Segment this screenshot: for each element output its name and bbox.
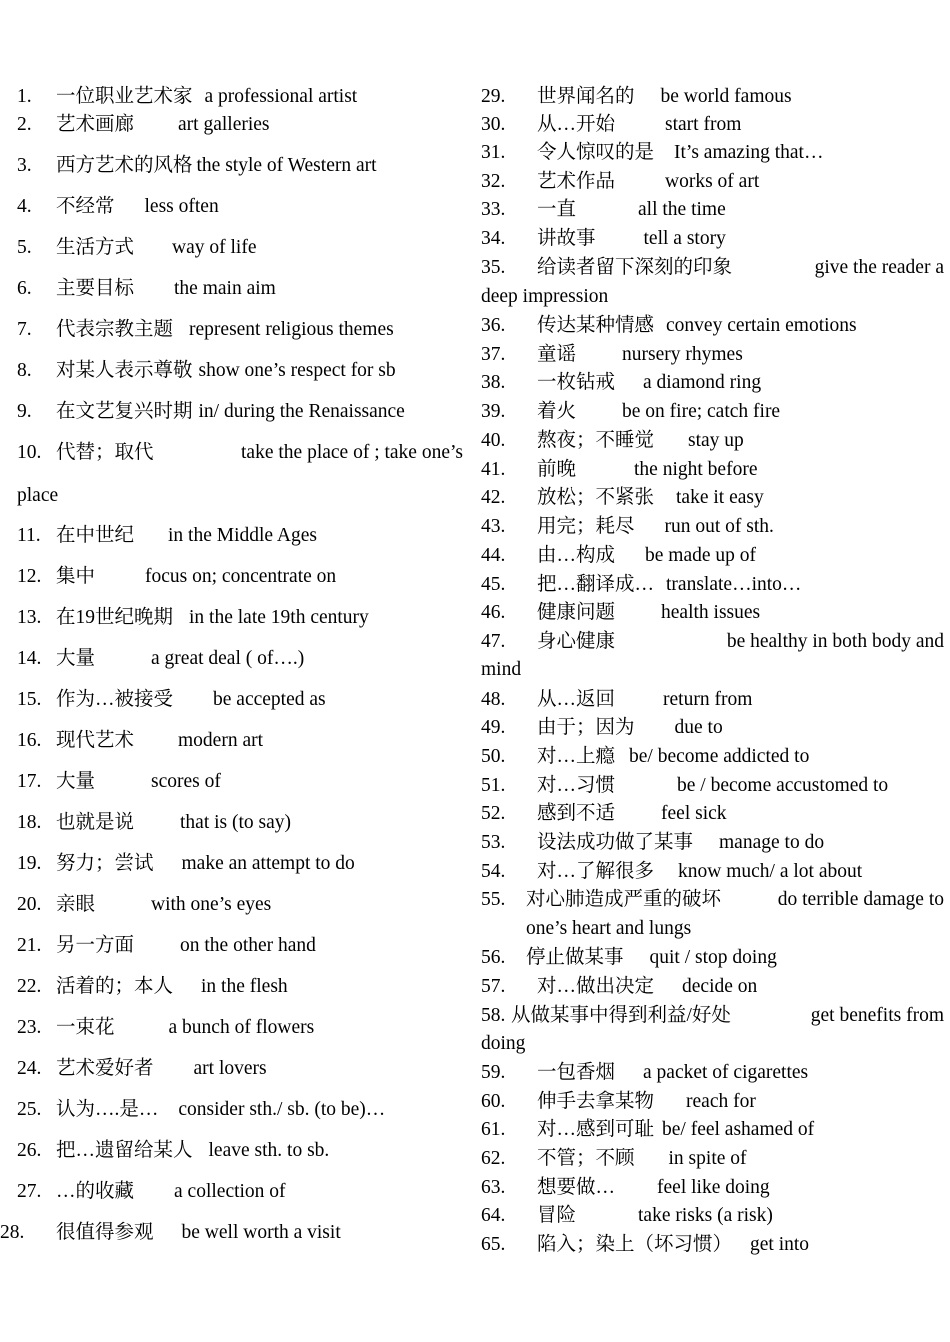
chinese-term: 集中 bbox=[56, 566, 96, 587]
english-phrase: with one’s eyes bbox=[151, 894, 272, 915]
chinese-term: 对…了解很多 bbox=[537, 861, 655, 882]
english-phrase: quit / stop doing bbox=[649, 947, 777, 968]
item-text bbox=[56, 850, 355, 878]
item-number: 15. bbox=[17, 689, 42, 710]
chinese-term: 对…上瘾 bbox=[537, 746, 616, 767]
item-text bbox=[537, 571, 801, 599]
english-phrase: make an attempt to do bbox=[181, 853, 355, 874]
chinese-term: 生活方式 bbox=[56, 237, 135, 258]
item-text bbox=[56, 83, 357, 111]
english-phrase: be healthy in both body and bbox=[726, 631, 944, 652]
item-text bbox=[56, 809, 291, 837]
chinese-term: 冒险 bbox=[537, 1205, 577, 1226]
item-number: 33. bbox=[481, 199, 506, 220]
english-phrase: feel like doing bbox=[657, 1177, 770, 1198]
item-number: 50. bbox=[481, 746, 506, 767]
chinese-term: …的收藏 bbox=[56, 1181, 135, 1202]
item-number: 27. bbox=[17, 1181, 42, 1202]
chinese-term: 从…开始 bbox=[537, 114, 616, 135]
chinese-term: 传达某种情感 bbox=[537, 315, 655, 336]
chinese-term: 从…返回 bbox=[537, 689, 616, 710]
english-phrase: a diamond ring bbox=[643, 372, 762, 393]
item-text bbox=[56, 932, 316, 960]
item-text bbox=[56, 111, 270, 139]
chinese-term: 一包香烟 bbox=[537, 1062, 616, 1083]
chinese-term: 用完；耗尽 bbox=[537, 516, 635, 537]
item-text bbox=[56, 1219, 341, 1247]
list-item-continuation bbox=[17, 482, 58, 510]
chinese-term: 熬夜；不睡觉 bbox=[537, 430, 655, 451]
item-number: 39. bbox=[481, 401, 506, 422]
english-phrase: get benefits from bbox=[810, 1005, 944, 1026]
item-number: 29. bbox=[481, 86, 506, 107]
item-number: 21. bbox=[17, 935, 42, 956]
english-phrase: give the reader a bbox=[814, 257, 944, 278]
item-text bbox=[537, 772, 888, 800]
item-number: 37. bbox=[481, 344, 506, 365]
item-number: 53. bbox=[481, 832, 506, 853]
item-text bbox=[537, 83, 792, 111]
english-phrase: the night before bbox=[634, 459, 758, 480]
english-phrase: take it easy bbox=[676, 487, 764, 508]
item-number: 47. bbox=[481, 631, 506, 652]
english-phrase: take the place of ; take one’s bbox=[241, 442, 463, 463]
english-phrase: a collection of bbox=[174, 1181, 286, 1202]
item-number: 55. bbox=[481, 889, 506, 910]
item-text bbox=[56, 645, 304, 673]
item-number: 26. bbox=[17, 1140, 42, 1161]
english-phrase: that is (to say) bbox=[180, 812, 292, 833]
item-text bbox=[537, 714, 723, 742]
english-phrase: take risks (a risk) bbox=[638, 1205, 773, 1226]
english-phrase: a great deal ( of….) bbox=[151, 648, 305, 669]
item-number: 3. bbox=[17, 155, 32, 176]
chinese-term: 伸手去拿某物 bbox=[537, 1091, 655, 1112]
item-text bbox=[537, 254, 944, 282]
item-number: 10. bbox=[17, 442, 42, 463]
english-phrase: the style of Western art bbox=[196, 155, 377, 176]
item-number: 34. bbox=[481, 228, 506, 249]
chinese-term: 大量 bbox=[56, 648, 96, 669]
chinese-term: 很值得参观 bbox=[56, 1222, 154, 1243]
item-text bbox=[537, 858, 862, 886]
item-number: 64. bbox=[481, 1205, 506, 1226]
item-text bbox=[537, 628, 944, 656]
item-number: 58. bbox=[481, 1005, 506, 1026]
english-phrase: a packet of cigarettes bbox=[643, 1062, 809, 1083]
item-number: 62. bbox=[481, 1148, 506, 1169]
item-number: 4. bbox=[17, 196, 32, 217]
english-phrase: be well worth a visit bbox=[181, 1222, 341, 1243]
english-phrase: in the Middle Ages bbox=[168, 525, 317, 546]
chinese-term: 由…构成 bbox=[537, 545, 616, 566]
item-number: 57. bbox=[481, 976, 506, 997]
english-phrase-continued: place bbox=[17, 485, 59, 506]
chinese-term: 想要做… bbox=[537, 1177, 616, 1198]
chinese-term: 另一方面 bbox=[56, 935, 135, 956]
item-text bbox=[537, 800, 727, 828]
item-number: 18. bbox=[17, 812, 42, 833]
item-text bbox=[56, 193, 219, 221]
chinese-term: 设法成功做了某事 bbox=[537, 832, 694, 853]
chinese-term: 活着的；本人 bbox=[56, 976, 174, 997]
chinese-term: 对某人表示尊敬 bbox=[56, 360, 193, 381]
item-text bbox=[56, 234, 256, 262]
item-number: 42. bbox=[481, 487, 506, 508]
item-text bbox=[56, 727, 263, 755]
item-number: 8. bbox=[17, 360, 32, 381]
chinese-term: 一枚钻戒 bbox=[537, 372, 616, 393]
item-number: 63. bbox=[481, 1177, 506, 1198]
english-phrase: nursery rhymes bbox=[622, 344, 743, 365]
item-text bbox=[537, 1088, 756, 1116]
item-text bbox=[537, 168, 759, 196]
item-text bbox=[56, 891, 271, 919]
list-item-continuation bbox=[481, 1030, 525, 1058]
item-text bbox=[537, 225, 726, 253]
english-phrase: in the flesh bbox=[201, 976, 288, 997]
english-phrase-continued: one’s heart and lungs bbox=[526, 918, 692, 939]
item-number: 19. bbox=[17, 853, 42, 874]
chinese-term: 大量 bbox=[56, 771, 96, 792]
english-phrase: stay up bbox=[688, 430, 744, 451]
item-number: 16. bbox=[17, 730, 42, 751]
english-phrase: represent religious themes bbox=[189, 319, 394, 340]
item-number: 61. bbox=[481, 1119, 506, 1140]
english-phrase: run out of sth. bbox=[664, 516, 774, 537]
item-text bbox=[537, 973, 757, 1001]
chinese-term: 陷入；染上（坏习惯） bbox=[537, 1234, 733, 1255]
chinese-term: 着火 bbox=[537, 401, 577, 422]
english-phrase: start from bbox=[665, 114, 742, 135]
item-text bbox=[56, 522, 317, 550]
chinese-term: 一直 bbox=[537, 199, 577, 220]
item-text bbox=[56, 1178, 286, 1206]
chinese-term: 艺术爱好者 bbox=[56, 1058, 154, 1079]
english-phrase: less often bbox=[144, 196, 219, 217]
item-number: 51. bbox=[481, 775, 506, 796]
chinese-term: 不经常 bbox=[56, 196, 115, 217]
item-number: 13. bbox=[17, 607, 42, 628]
item-number: 24. bbox=[17, 1058, 42, 1079]
english-phrase: way of life bbox=[172, 237, 257, 258]
item-number: 59. bbox=[481, 1062, 506, 1083]
chinese-term: 艺术作品 bbox=[537, 171, 616, 192]
item-number: 12. bbox=[17, 566, 42, 587]
chinese-term: 主要目标 bbox=[56, 278, 135, 299]
item-text bbox=[537, 427, 744, 455]
item-text bbox=[537, 139, 823, 167]
chinese-term: 把…翻译成… bbox=[537, 574, 655, 595]
item-text bbox=[537, 111, 741, 139]
item-text bbox=[56, 1055, 267, 1083]
item-number: 36. bbox=[481, 315, 506, 336]
item-number: 1. bbox=[17, 86, 32, 107]
item-text bbox=[537, 599, 760, 627]
item-text bbox=[56, 973, 288, 1001]
chinese-term: 对…感到可耻 bbox=[537, 1119, 655, 1140]
item-number: 11. bbox=[17, 525, 41, 546]
chinese-term: 不管；不顾 bbox=[537, 1148, 635, 1169]
english-phrase: a professional artist bbox=[204, 86, 358, 107]
item-number: 9. bbox=[17, 401, 32, 422]
chinese-term: 在文艺复兴时期 bbox=[56, 401, 193, 422]
chinese-term: 在中世纪 bbox=[56, 525, 135, 546]
english-phrase: It’s amazing that… bbox=[674, 142, 824, 163]
english-phrase: show one’s respect for sb bbox=[198, 360, 396, 381]
english-phrase: translate…into… bbox=[666, 574, 802, 595]
item-number: 38. bbox=[481, 372, 506, 393]
item-number: 35. bbox=[481, 257, 506, 278]
english-phrase: works of art bbox=[665, 171, 760, 192]
item-number: 41. bbox=[481, 459, 506, 480]
chinese-term: 对心肺造成严重的破坏 bbox=[526, 889, 722, 910]
item-number: 46. bbox=[481, 602, 506, 623]
item-text bbox=[537, 196, 726, 224]
item-text bbox=[537, 743, 809, 771]
item-text bbox=[537, 1231, 809, 1259]
item-text bbox=[537, 1202, 773, 1230]
chinese-term: 对…做出决定 bbox=[537, 976, 655, 997]
item-number: 25. bbox=[17, 1099, 42, 1120]
item-text bbox=[56, 357, 396, 385]
chinese-term: 也就是说 bbox=[56, 812, 135, 833]
english-phrase: be accepted as bbox=[213, 689, 326, 710]
item-number: 31. bbox=[481, 142, 506, 163]
chinese-term: 停止做某事 bbox=[526, 947, 624, 968]
item-text bbox=[537, 513, 774, 541]
chinese-term: 代替；取代 bbox=[56, 442, 154, 463]
english-phrase: in/ during the Renaissance bbox=[198, 401, 405, 422]
english-phrase: do terrible damage to bbox=[777, 889, 944, 910]
english-phrase: tell a story bbox=[643, 228, 726, 249]
item-text bbox=[56, 768, 221, 796]
english-phrase: feel sick bbox=[661, 803, 727, 824]
english-phrase: in spite of bbox=[668, 1148, 747, 1169]
item-text bbox=[56, 152, 377, 180]
english-phrase: know much/ a lot about bbox=[678, 861, 863, 882]
item-text bbox=[56, 275, 276, 303]
item-text bbox=[537, 542, 756, 570]
item-number: 54. bbox=[481, 861, 506, 882]
item-number: 14. bbox=[17, 648, 42, 669]
chinese-term: 对…习惯 bbox=[537, 775, 616, 796]
item-text bbox=[56, 563, 336, 591]
chinese-term: 艺术画廊 bbox=[56, 114, 135, 135]
chinese-term: 感到不适 bbox=[537, 803, 616, 824]
item-text bbox=[511, 1002, 944, 1030]
english-phrase: the main aim bbox=[174, 278, 276, 299]
chinese-term: 努力；尝试 bbox=[56, 853, 154, 874]
english-phrase: convey certain emotions bbox=[666, 315, 857, 336]
chinese-term: 认为….是… bbox=[56, 1099, 159, 1120]
chinese-term: 讲故事 bbox=[537, 228, 596, 249]
item-number: 60. bbox=[481, 1091, 506, 1112]
english-phrase-continued: doing bbox=[481, 1033, 526, 1054]
english-phrase: art lovers bbox=[193, 1058, 267, 1079]
item-number: 56. bbox=[481, 947, 506, 968]
english-phrase-continued: mind bbox=[481, 659, 522, 680]
chinese-term: 一位职业艺术家 bbox=[56, 86, 193, 107]
item-text bbox=[526, 886, 944, 914]
item-text bbox=[537, 398, 780, 426]
item-number: 52. bbox=[481, 803, 506, 824]
chinese-term: 给读者留下深刻的印象 bbox=[537, 257, 733, 278]
item-text bbox=[537, 1174, 770, 1202]
english-phrase: art galleries bbox=[178, 114, 270, 135]
item-number: 43. bbox=[481, 516, 506, 537]
item-text bbox=[56, 1014, 314, 1042]
item-number: 22. bbox=[17, 976, 42, 997]
chinese-term: 亲眼 bbox=[56, 894, 96, 915]
item-text bbox=[537, 456, 757, 484]
item-text bbox=[537, 312, 857, 340]
chinese-term: 童谣 bbox=[537, 344, 577, 365]
chinese-term: 令人惊叹的是 bbox=[537, 142, 655, 163]
english-phrase-continued: deep impression bbox=[481, 286, 609, 307]
item-number: 17. bbox=[17, 771, 42, 792]
english-phrase: modern art bbox=[178, 730, 264, 751]
chinese-term: 前晚 bbox=[537, 459, 577, 480]
chinese-term: 把…遗留给某人 bbox=[56, 1140, 193, 1161]
item-number: 2. bbox=[17, 114, 32, 135]
item-number: 30. bbox=[481, 114, 506, 135]
chinese-term: 现代艺术 bbox=[56, 730, 135, 751]
item-number: 7. bbox=[17, 319, 32, 340]
english-phrase: leave sth. to sb. bbox=[208, 1140, 330, 1161]
item-text bbox=[56, 1096, 385, 1124]
chinese-term: 健康问题 bbox=[537, 602, 616, 623]
english-phrase: consider sth./ sb. (to be)… bbox=[178, 1099, 386, 1120]
item-text bbox=[537, 1059, 808, 1087]
item-text bbox=[56, 398, 405, 426]
english-phrase: be made up of bbox=[645, 545, 757, 566]
item-text bbox=[56, 1137, 329, 1165]
english-phrase: health issues bbox=[661, 602, 761, 623]
item-number: 23. bbox=[17, 1017, 42, 1038]
english-phrase: a bunch of flowers bbox=[168, 1017, 315, 1038]
chinese-term: 世界闻名的 bbox=[537, 86, 635, 107]
chinese-term: 身心健康 bbox=[537, 631, 616, 652]
item-text bbox=[526, 944, 777, 972]
item-text bbox=[56, 686, 326, 714]
list-item-continuation bbox=[526, 915, 691, 943]
item-text bbox=[56, 439, 463, 467]
chinese-term: 由于；因为 bbox=[537, 717, 635, 738]
item-text bbox=[537, 1116, 814, 1144]
list-item-continuation bbox=[481, 283, 608, 311]
list-item-continuation bbox=[481, 656, 521, 684]
english-phrase: be / become accustomed to bbox=[677, 775, 889, 796]
english-phrase: focus on; concentrate on bbox=[145, 566, 337, 587]
chinese-term: 在19世纪晚期 bbox=[56, 607, 174, 628]
item-number: 48. bbox=[481, 689, 506, 710]
item-number: 20. bbox=[17, 894, 42, 915]
english-phrase: scores of bbox=[151, 771, 221, 792]
item-number: 32. bbox=[481, 171, 506, 192]
item-number: 6. bbox=[17, 278, 32, 299]
chinese-term: 从做某事中得到利益/好处 bbox=[511, 1005, 731, 1026]
item-number: 40. bbox=[481, 430, 506, 451]
english-phrase: in the late 19th century bbox=[189, 607, 369, 628]
item-number: 65. bbox=[481, 1234, 506, 1255]
item-text bbox=[537, 369, 761, 397]
english-phrase: get into bbox=[750, 1234, 810, 1255]
chinese-term: 一束花 bbox=[56, 1017, 115, 1038]
item-number: 45. bbox=[481, 574, 506, 595]
chinese-term: 放松；不紧张 bbox=[537, 487, 655, 508]
english-phrase: be world famous bbox=[660, 86, 792, 107]
item-text bbox=[537, 341, 743, 369]
item-text bbox=[56, 604, 369, 632]
chinese-term: 代表宗教主题 bbox=[56, 319, 174, 340]
item-number: 5. bbox=[17, 237, 32, 258]
english-phrase: reach for bbox=[686, 1091, 756, 1112]
item-number: 28. bbox=[0, 1222, 25, 1243]
english-phrase: due to bbox=[674, 717, 723, 738]
item-number: 44. bbox=[481, 545, 506, 566]
chinese-term: 西方艺术的风格 bbox=[56, 155, 193, 176]
item-number: 49. bbox=[481, 717, 506, 738]
english-phrase: return from bbox=[663, 689, 753, 710]
item-text bbox=[537, 686, 752, 714]
english-phrase: be/ feel ashamed of bbox=[662, 1119, 815, 1140]
english-phrase: on the other hand bbox=[180, 935, 316, 956]
item-text bbox=[56, 316, 394, 344]
english-phrase: all the time bbox=[638, 199, 726, 220]
item-text bbox=[537, 829, 824, 857]
english-phrase: be on fire; catch fire bbox=[622, 401, 781, 422]
english-phrase: decide on bbox=[682, 976, 758, 997]
english-phrase: manage to do bbox=[719, 832, 825, 853]
english-phrase: be/ become addicted to bbox=[629, 746, 810, 767]
item-text bbox=[537, 484, 764, 512]
item-text bbox=[537, 1145, 747, 1173]
chinese-term: 作为…被接受 bbox=[56, 689, 174, 710]
